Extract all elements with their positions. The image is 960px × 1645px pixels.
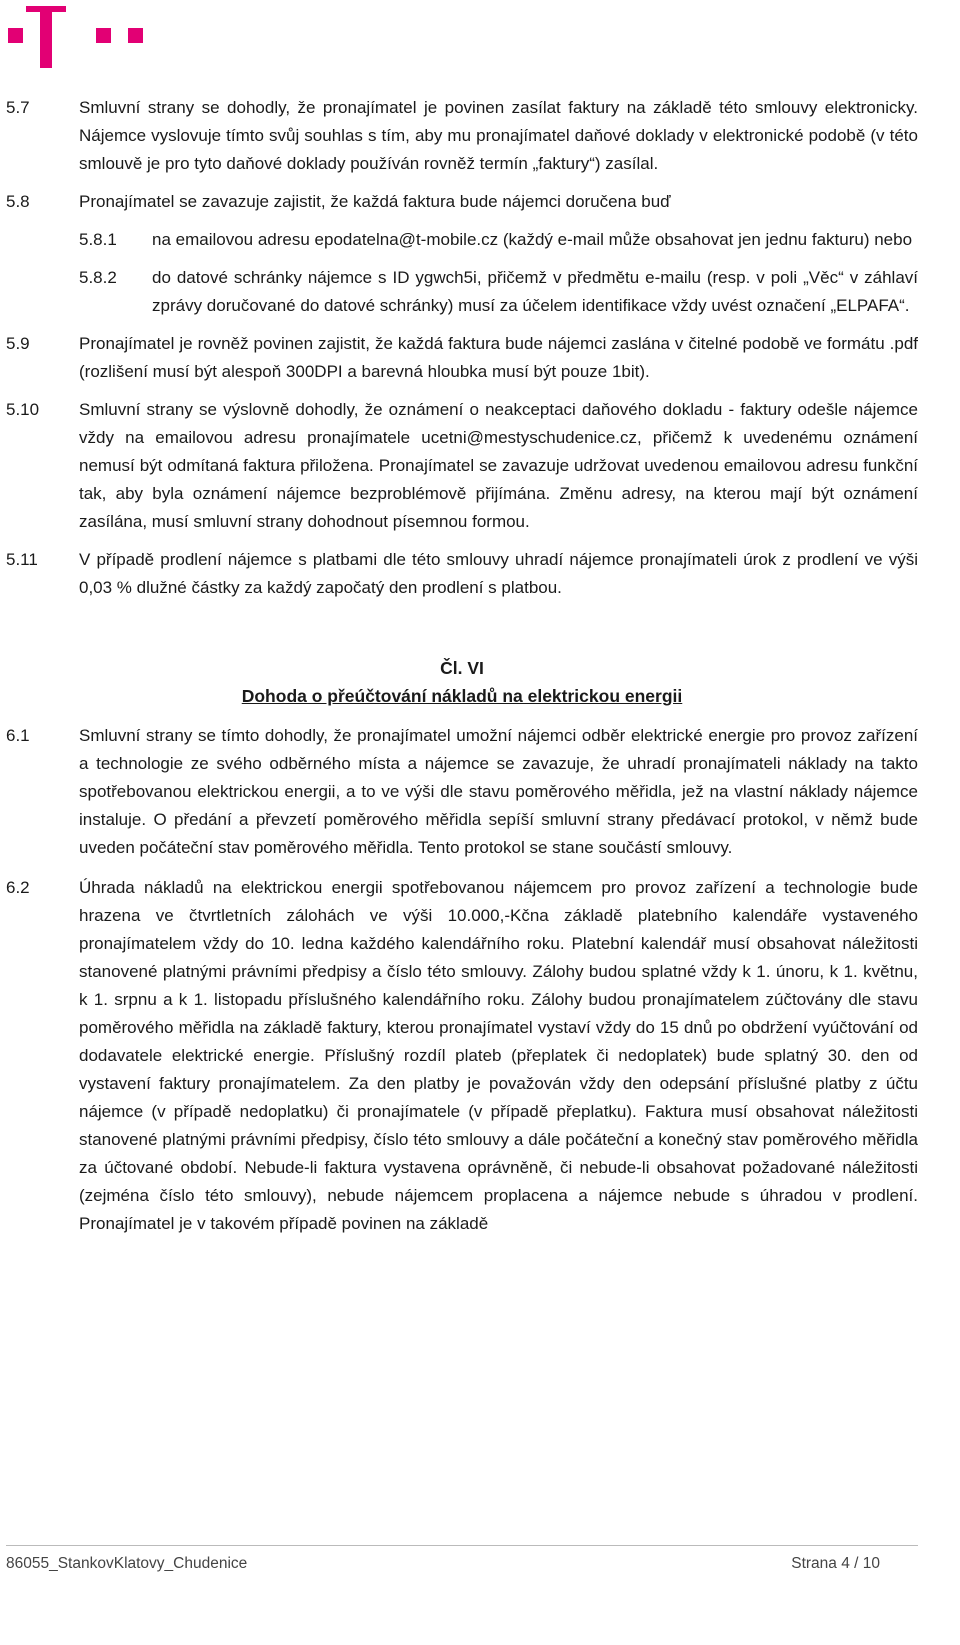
- clause-5-8-2: [79, 264, 918, 320]
- logo-stem: [40, 6, 52, 68]
- clause-number: 5.8.1: [79, 230, 117, 249]
- page-footer: [6, 1545, 918, 1573]
- clause-number: 5.9: [6, 334, 30, 353]
- clause-text: do datové schránky nájemce s ID ygwch5i, přičemž v předmětu e-mailu (resp. v poli „Věc“ v záhlaví zprávy doručované do datové schránky) musí za účelem identifikace vždy uvést označení „ELPAFA“.: [152, 268, 918, 315]
- logo-square-mid: [96, 28, 111, 43]
- clause-text: Pronajímatel je rovněž povinen zajistit, že každá faktura bude nájemci zaslána v čitelné podobě ve formátu .pdf (rozlišení musí být alespoň 300DPI a barevná hloubka musí být pouze 1bit).: [79, 334, 918, 381]
- footer-document-id: 86055_StankovKlatovy_Chudenice: [6, 1555, 248, 1572]
- clause-number: 5.8: [6, 192, 30, 211]
- clause-5-8-1: [79, 226, 918, 254]
- clause-text: Smluvní strany se tímto dohodly, že pronajímatel umožní nájemci odběr elektrické energie pro provoz zařízení a technologie ze svého odběrného místa a nájemce se zavazuje, že uhradí pronajímateli náklady na takto spotřebovanou elektrickou energii, a to ve výši dle stavu poměrového měřidla, jež na vlastní náklady nájemce instaluje. O předání a převzetí poměrového měřidla sepíší smluvní strany předávací protokol, v němž bude uveden počáteční stav poměrového měřidla. Tento protokol se stane součástí smlouvy.: [79, 726, 918, 857]
- logo-square-right: [128, 28, 143, 43]
- clause-number: 6.2: [6, 878, 30, 897]
- clause-number: 6.1: [6, 726, 30, 745]
- clause-5-8: [6, 188, 918, 216]
- clause-text: Smluvní strany se dohodly, že pronajímatel je povinen zasílat faktury na základě této smlouvy elektronicky. Nájemce vyslovuje tímto svůj souhlas s tím, aby mu pronajímatel daňové doklady v elektronické podobě (v této smlouvě je pro tyto daňové doklady používán rovněž termín „faktury“) zasílal.: [79, 98, 918, 173]
- clause-number: 5.11: [6, 550, 38, 569]
- clause-text: Smluvní strany se výslovně dohodly, že oznámení o neakceptaci daňového dokladu - faktury odešle nájemce vždy na emailovou adresu pronajímatele ucetni@mestyschudenice.cz, přičemž k uvedenému oznámení nemusí být odmítaná faktura přiložena. Pronajímatel se zavazuje udržovat uvedenou emailovou adresu funkční tak, aby byla oznámení nájemce bezproblémově přijímána. Změnu adresy, na kterou mají být oznámení zasílána, musí smluvní strany dohodnout písemnou formou.: [79, 400, 918, 531]
- clause-5-9: [6, 330, 918, 386]
- clause-6-2: [6, 874, 918, 1238]
- t-mobile-logo: [8, 2, 148, 68]
- logo-square-left: [8, 28, 23, 43]
- clause-text: V případě prodlení nájemce s platbami dle této smlouvy uhradí nájemce pronajímateli úrok z prodlení ve výši 0,03 % dlužné částky za každý započatý den prodlení s platbou.: [79, 550, 918, 597]
- section-number: Čl. VI: [440, 658, 484, 678]
- clause-text: Úhrada nákladů na elektrickou energii spotřebovanou nájemcem pro provoz zařízení a technologie bude hrazena ve čtvrtletních zálohách ve výši 10.000,-Kčna základě platebního kalendáře vystaveného pronajímatelem vždy do 10. ledna každého kalendářního roku. Platební kalendář musí obsahovat náležitosti stanovené platnými právními předpisy a číslo této smlouvy. Zálohy budou splatné vždy k 1. únoru, k 1. květnu, k 1. srpnu a k 1. listopadu příslušného kalendářního roku. Zálohy budou pronajímatelem zúčtovány dle stavu poměrového měřidla na základě faktury, kterou pronajímatel vystaví vždy do 15 dnů po obdržení vyúčtování od dodavatele elektrické energie. Příslušný rozdíl plateb (přeplatek či nedoplatek) bude splatný 30. den od vystavení faktury pronajímatelem. Za den platby je považován vždy den odepsání příslušné platby z účtu nájemce (v případě nedoplatku) či pronajímatele (v případě přeplatku). Faktura musí obsahovat náležitosti stanovené platnými právními předpisy, číslo této smlouvy a dále počáteční a konečný stav poměrového měřidla za účtované období. Nebude-li faktura vystavena oprávněně, či nebude-li obsahovat požadované náležitosti (zejména číslo této smlouvy), nebude nájemcem proplacena a nájemce nebude s úhradou v prodlení. Pronajímatel je v takovém případě povinen na základě: [79, 878, 918, 1233]
- clause-text: na emailovou adresu epodatelna@t-mobile.cz (každý e-mail může obsahovat jen jednu fakturu) nebo: [152, 230, 913, 249]
- clause-text: Pronajímatel se zavazuje zajistit, že každá faktura bude nájemci doručena buď: [79, 192, 671, 211]
- section-title: Dohoda o přeúčtování nákladů na elektrickou energii: [241, 686, 683, 706]
- clause-5-10: [6, 396, 918, 536]
- clause-5-7: [6, 94, 918, 178]
- clause-5-11: [6, 546, 918, 602]
- clause-number: 5.10: [6, 400, 40, 419]
- clause-number: 5.7: [6, 98, 30, 117]
- clause-6-1: [6, 722, 918, 862]
- clause-number: 5.8.2: [79, 268, 117, 287]
- footer-page-number: Strana 4 / 10: [791, 1555, 880, 1572]
- document-page: [6, 94, 918, 1238]
- footer-divider: [6, 1545, 918, 1547]
